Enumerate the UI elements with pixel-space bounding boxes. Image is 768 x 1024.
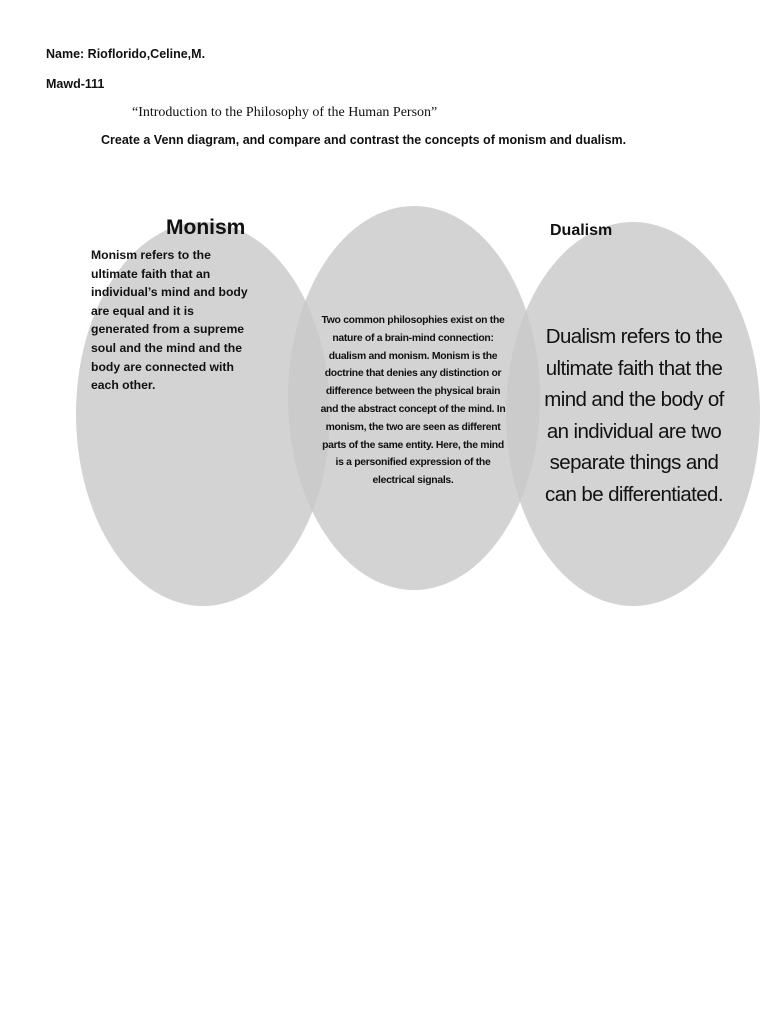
student-name: Name: Rioflorido,Celine,M. xyxy=(46,47,206,61)
overlap-description: Two common philosophies exist on the nature of a brain-mind connection: dualism and monism. Monism is the doctrine that denies any distinction or difference between the physical brain and the abstract concept of the mind. In monism, the two are seen as different parts of the same entity. Here, the mind is a personified expression of the electrical signals. xyxy=(320,315,506,487)
monism-title: Monism xyxy=(166,216,246,239)
course-title: “Introduction to the Philosophy of the Human Person” xyxy=(132,105,438,120)
student-section: Mawd-111 xyxy=(46,77,105,91)
assignment-instructions: Create a Venn diagram, and compare and contrast the concepts of monism and dualism. xyxy=(101,133,627,147)
dualism-title: Dualism xyxy=(550,222,613,239)
monism-description: Monism refers to the ultimate faith that an individual’s mind and body are equal and it is generated from a supreme soul and the mind and the body are connected with each other. xyxy=(91,248,248,393)
dualism-description: Dualism refers to the ultimate faith that the mind and the body of an individual are two separate things and can be differentiated. xyxy=(544,325,724,506)
